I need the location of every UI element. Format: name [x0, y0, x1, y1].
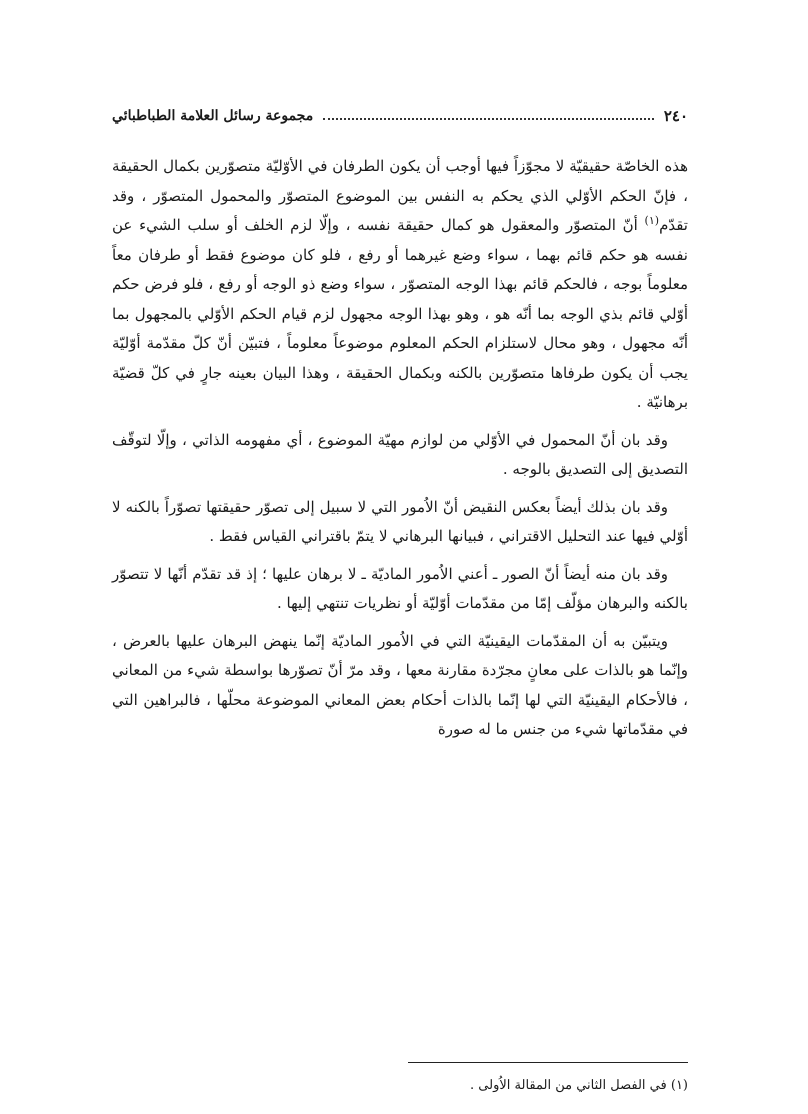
footnote [112, 1076, 688, 1096]
paragraph-text: هذه الخاصّة حقيقيّة لا مجوّزاً فيها أوجب أن يكون الطرفان في الأوّليّة متصوّرين بكمال الحقيقة ، فإنّ الحكم الأوّلي الذي يحكم به النفس بين الموضوع المتصوّر والمحمول المتصوّر ، وقد تقدّم [112, 157, 688, 234]
paragraph [112, 152, 688, 418]
paragraph-text: أنّ المتصوّر والمعقول هو كمال حقيقة نفسه ، وإلّا لزم الخلف أو سلب الشيء عن نفسه هو حكم قائم بهما ، سواء وضع غيرهما أو رفع ، فلو كان موضوع فقط أو طرفان معاً معلوماً بوجه ، فالحكم قائم بهذا الوجه المتصوّر ، سواء وضع ذو الوجه أو رفع ، فلو فرض حكم أوّلي قائم بذي الوجه بما أنّه هو ، وهو بهذا الوجه مجهول لزم قيام الحكم الأوّلي بالمجهول بما أنّه مجهول ، وهو محال لاستلزام الحكم المعلوم موضوعاً معلوماً ، فتبيّن أنّ كلّ مقدّمة أوّليّة يجب أن يكون طرفاها متصوّرين بالكنه وبكمال الحقيقة ، وهذا البيان بعينه جارٍ في كلّ قضيّة برهانيّة . [112, 216, 688, 411]
page-number: ٢٤٠ [663, 107, 688, 125]
leader-dots [323, 118, 654, 120]
paragraph: وقد بان بذلك أيضاً بعكس النقيض أنّ الاُمور التي لا سبيل إلى تصوّر حقيقتها تصوّراً بالكنه لا أوّلي فيها عند التحليل الاقتراني ، فبيانها البرهاني لا يتمّ باقتراني القياس فقط . [112, 497, 688, 545]
paragraph: وقد بان أنّ المحمول في الأوّلي من لوازم مهيّة الموضوع ، أي مفهومه الذاتي ، وإلّا لتوقّف التصديق إلى التصديق بالوجه . [112, 430, 688, 478]
body-text [112, 152, 688, 753]
footnote-reference: (١) [644, 214, 660, 227]
running-header [112, 100, 688, 132]
book-title: مجموعة رسائل العلامة الطباطبائي [112, 108, 314, 124]
footnote-mark: (١) [670, 1078, 688, 1093]
paragraph: وقد بان منه أيضاً أنّ الصور ـ أعني الاُمور الماديّة ـ لا برهان عليها ؛ إذ قد تقدّم أنّها لا تتصوّر بالكنه والبرهان مؤلّف إمّا من مقدّمات أوّليّة أو نظريات تنتهي إليها . [112, 564, 688, 612]
footnote-separator [408, 1062, 688, 1063]
paragraph: ويتبيّن به أن المقدّمات اليقينيّة التي في الاُمور الماديّة إنّما ينهض البرهان عليها بالعرض ، وإنّما هو بالذات على معانٍ مجرّدة مقارنة معها ، وقد مرّ أنّ تصوّرها بواسطة شيء من المعاني ، فالأحكام اليقينيّة التي لها إنّما بالذات أحكام بعض المعاني الموضوعة محلّها ، فالبراهين التي في مقدّماتها شيء من جنس ما له صورة [112, 631, 688, 738]
footnote-text: في الفصل الثاني من المقالة الاُولى . [470, 1078, 667, 1093]
